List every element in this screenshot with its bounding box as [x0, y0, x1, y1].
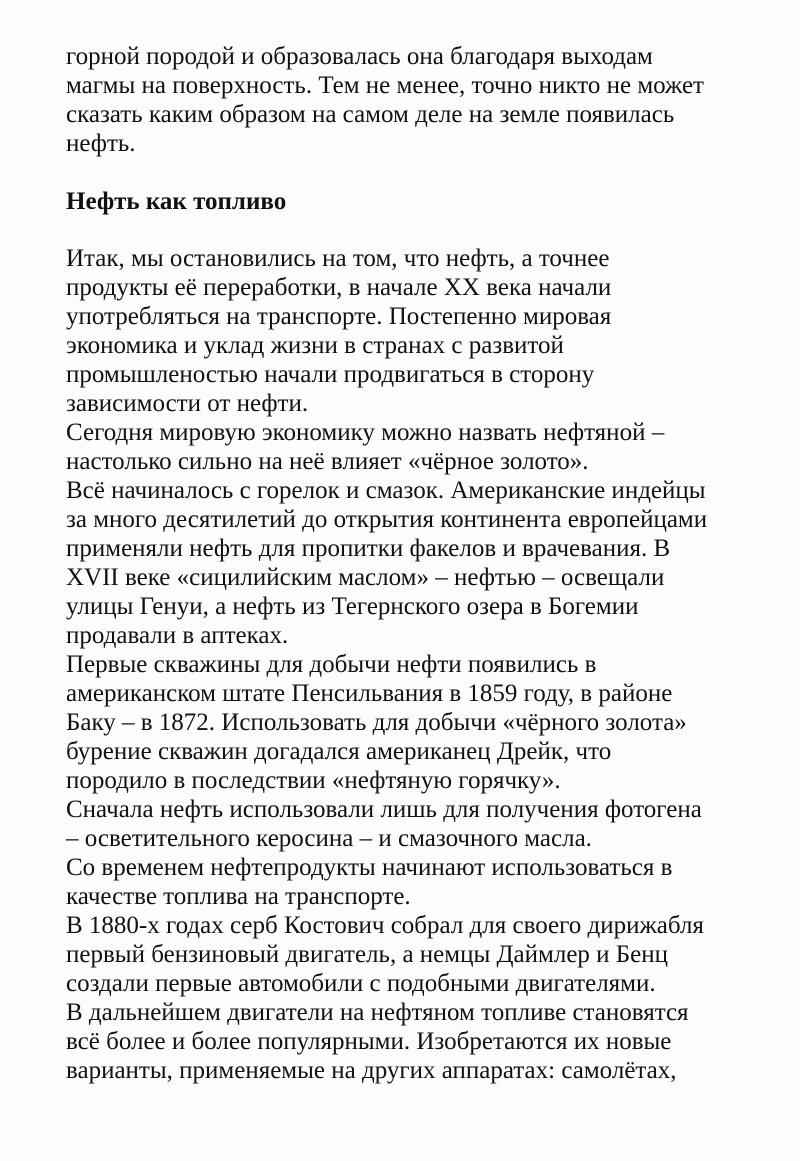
- text-line: Всё начиналось с горелок и смазок. Американские индейцы: [66, 477, 706, 504]
- text-line: магмы на поверхность. Тем не менее, точно никто не может: [66, 72, 704, 99]
- text-line: В 1880-х годах серб Костович собрал для своего дирижабля: [66, 912, 704, 939]
- text-line: всё более и более популярными. Изобретаются их новые: [66, 1028, 672, 1055]
- text-line: улицы Генуи, а нефть из Тегернского озера в Богемии: [66, 593, 639, 620]
- text-line: американском штате Пенсильвания в 1859 году, в районе: [66, 680, 673, 707]
- text-line: Сначала нефть использовали лишь для получения фотогена: [66, 796, 702, 823]
- text-line: промышленостью начали продвигаться в сторону: [66, 361, 595, 388]
- intro-paragraph: [66, 42, 766, 158]
- text-line: – осветительного керосина – и смазочного масла.: [66, 825, 592, 852]
- text-line: употребляться на транспорте. Постепенно мировая: [66, 303, 612, 330]
- text-line: Итак, мы остановились на том, что нефть, а точнее: [66, 245, 610, 272]
- text-line: продавали в аптеках.: [66, 622, 289, 649]
- text-line: Сегодня мировую экономику можно назвать нефтяной –: [66, 419, 665, 446]
- text-line: XVII веке «сицилийским маслом» – нефтью – освещали: [66, 564, 665, 591]
- text-line: настолько сильно на неё влияет «чёрное золото».: [66, 448, 589, 475]
- section-heading: Нефть как топливо: [66, 188, 287, 215]
- text-line: В дальнейшем двигатели на нефтяном топливе становятся: [66, 999, 689, 1026]
- text-line: породило в последствии «нефтяную горячку».: [66, 767, 561, 794]
- text-line: применяли нефть для пропитки факелов и врачевания. В: [66, 535, 671, 562]
- text-line: Со временем нефтепродукты начинают использоваться в: [66, 854, 673, 881]
- text-line: экономика и уклад жизни в странах с развитой: [66, 332, 564, 359]
- text-line: Баку – в 1872. Использовать для добычи «чёрного золота»: [66, 709, 687, 736]
- text-line: нефть.: [66, 130, 136, 157]
- text-line: за много десятилетий до открытия континента европейцами: [66, 506, 708, 533]
- text-line: зависимости от нефти.: [66, 390, 309, 417]
- text-line: Первые скважины для добычи нефти появились в: [66, 651, 597, 678]
- text-line: создали первые автомобили с подобными двигателями.: [66, 970, 656, 997]
- text-line: первый бензиновый двигатель, а немцы Даймлер и Бенц: [66, 941, 669, 968]
- text-line: варианты, применяемые на других аппаратах: самолётах,: [66, 1057, 677, 1084]
- body-text: [66, 244, 766, 1085]
- text-line: горной породой и образовалась она благодаря выходам: [66, 43, 653, 70]
- text-line: сказать каким образом на самом деле на земле появилась: [66, 101, 675, 128]
- text-line: бурение скважин догадался американец Дрейк, что: [66, 738, 612, 765]
- text-line: продукты её переработки, в начале XX века начали: [66, 274, 612, 301]
- text-line: качестве топлива на транспорте.: [66, 883, 411, 910]
